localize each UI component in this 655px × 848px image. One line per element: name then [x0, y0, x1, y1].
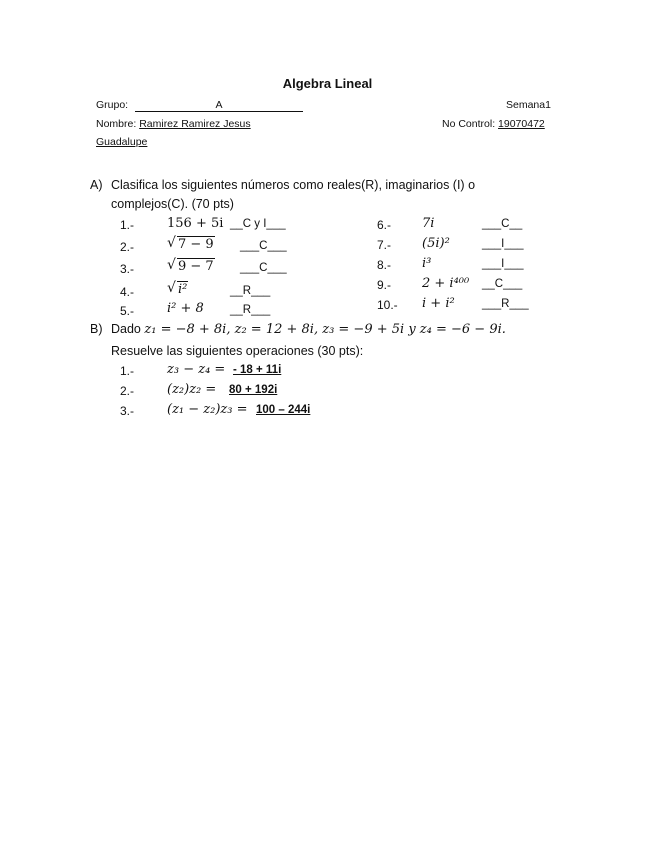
section-a-line1: Clasifica los siguientes números como reales(R), imaginarios (I) o	[111, 178, 476, 192]
section-a-marker: A)	[90, 178, 103, 192]
item-expression: i³	[422, 256, 432, 271]
item-number: 6.-	[377, 218, 392, 232]
item-answer: ___C___	[240, 262, 287, 274]
item-number: 4.-	[120, 285, 135, 299]
item-expression-text: 9 − 7	[178, 259, 214, 274]
page-title: Algebra Lineal	[282, 76, 373, 91]
item-expression: i + i²	[422, 296, 455, 311]
op-number: 3.-	[120, 404, 135, 418]
item-expression-text: 7 − 9	[178, 237, 214, 252]
nombre-label: Nombre:	[96, 118, 137, 130]
section-b-given: z₁ = −8 + 8i, z₂ = 12 + 8i, z₃ = −9 + 5i y z₄ = −6 − 9i.	[144, 322, 506, 337]
nombre-continuation: Guadalupe	[96, 136, 148, 148]
item-number: 9.-	[377, 278, 392, 292]
sqrt-symbol-icon: √ 7 − 9	[167, 235, 214, 252]
item-number: 10.-	[377, 298, 398, 312]
item-expression	[167, 216, 223, 231]
item-expression	[167, 259, 215, 274]
item-expression: 2 + i⁴⁰⁰	[422, 276, 470, 291]
item-answer: ___I___	[482, 258, 524, 270]
section-b-line2: Resuelve las siguientes operaciones (30 pts):	[111, 344, 364, 358]
item-number: 2.-	[120, 240, 135, 254]
item-expression: 7i	[422, 216, 435, 231]
section-b-prefix: Dado	[111, 322, 141, 336]
sqrt-symbol-icon: √ i²	[167, 280, 188, 297]
section-a-line2: complejos(C). (70 pts)	[111, 197, 234, 211]
semana-label: Semana1	[506, 99, 551, 111]
grupo-label: Grupo:	[96, 99, 129, 111]
item-answer: ___I___	[482, 238, 524, 250]
nombre-value: Ramirez Ramirez Jesus	[139, 118, 251, 130]
op-expression: (z₁ − z₂)z₃ =	[167, 402, 248, 417]
item-answer: __C___	[482, 278, 523, 290]
control-value: 19070472	[498, 118, 545, 130]
item-expression-text: 156 + 5i	[167, 216, 224, 231]
item-answer: ___C___	[240, 240, 287, 252]
control-label: No Control:	[442, 118, 496, 130]
item-answer: ___C__	[482, 218, 523, 230]
item-expression: (5i)²	[422, 236, 450, 251]
op-expression: z₃ − z₄ =	[167, 362, 226, 377]
item-number: 8.-	[377, 258, 392, 272]
item-number: 7.-	[377, 238, 392, 252]
item-answer: __R___	[230, 304, 271, 316]
item-number: 3.-	[120, 262, 135, 276]
op-number: 2.-	[120, 384, 135, 398]
grupo-value: A	[135, 99, 303, 112]
item-number: 1.-	[120, 218, 135, 232]
item-expression-text: i²	[178, 282, 188, 297]
nombre-row	[96, 118, 251, 130]
op-answer: 100 – 244i	[256, 404, 311, 416]
op-expression: (z₂)z₂ =	[167, 382, 217, 397]
op-answer: 80 + 192i	[229, 384, 278, 396]
item-number: 5.-	[120, 304, 135, 318]
op-answer: - 18 + 11i	[233, 364, 282, 376]
item-expression: i² + 8	[167, 301, 204, 316]
grupo-row	[96, 99, 303, 112]
op-number: 1.-	[120, 364, 135, 378]
section-b-marker: B)	[90, 322, 103, 336]
item-answer: ___R___	[482, 298, 529, 310]
item-expression	[167, 237, 215, 252]
item-answer: __R___	[230, 285, 271, 297]
item-expression	[167, 282, 188, 297]
sqrt-symbol-icon: √ 9 − 7	[167, 257, 214, 274]
item-answer: __C y I___	[230, 218, 286, 230]
control-row	[442, 118, 545, 130]
section-b-line1	[111, 322, 506, 337]
